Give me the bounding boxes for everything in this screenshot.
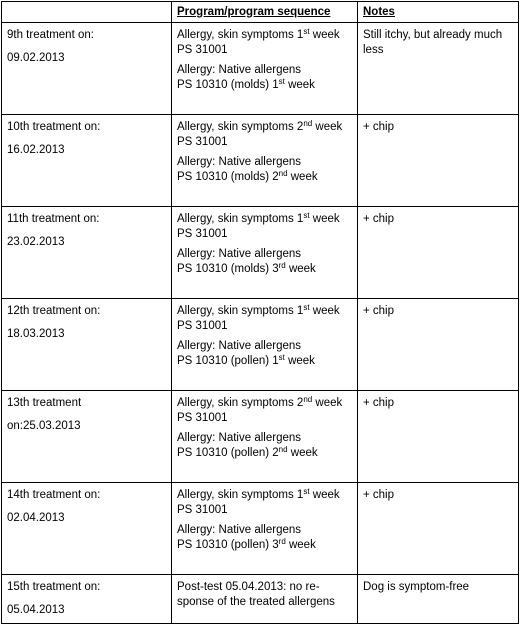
program-name: Allergy, skin symptoms 2nd week xyxy=(177,395,343,409)
treatment-date: 02.04.2013 xyxy=(7,512,65,524)
program-code: PS 31001 xyxy=(177,228,228,240)
program-block-primary xyxy=(177,396,352,426)
program-code: PS 31001 xyxy=(177,412,228,424)
treatment-date: 16.02.2013 xyxy=(7,144,65,156)
notes-cell xyxy=(358,483,519,575)
program-name: Allergy, skin symptoms 1st week xyxy=(177,211,340,225)
notes-cell xyxy=(358,115,519,207)
program-cell xyxy=(172,299,358,391)
header-cell-program: Program/program sequence xyxy=(172,2,358,23)
table-row xyxy=(2,575,519,624)
treatment-cell xyxy=(2,575,172,624)
treatment-label: 15th treatment on: xyxy=(7,581,101,593)
note-text: + chip xyxy=(363,121,395,133)
program-name: Allergy: Native allergens xyxy=(177,524,302,536)
program-name: Allergy, skin symptoms 1st week xyxy=(177,487,340,501)
program-cell xyxy=(172,23,358,115)
program-block-native xyxy=(177,339,352,369)
posttest-line: sponse of the treated allergens xyxy=(177,596,335,608)
note-text: + chip xyxy=(363,489,395,501)
treatment-date: 05.04.2013 xyxy=(7,604,65,616)
treatment-cell xyxy=(2,23,172,115)
table-row xyxy=(2,207,519,299)
program-code: PS 31001 xyxy=(177,504,228,516)
program-name: Allergy, skin symptoms 1st week xyxy=(177,303,340,317)
treatment-date: 18.03.2013 xyxy=(7,328,65,340)
program-code: PS 31001 xyxy=(177,44,228,56)
program-name: Allergy: Native allergens xyxy=(177,432,302,444)
program-block-primary xyxy=(177,28,352,58)
program-block-native xyxy=(177,63,352,93)
program-cell xyxy=(172,575,358,624)
program-block-native xyxy=(177,431,352,461)
note-text: Still itchy, but already much less xyxy=(363,29,503,56)
table-row xyxy=(2,115,519,207)
treatment-label: 14th treatment on: xyxy=(7,489,101,501)
program-name: Allergy: Native allergens xyxy=(177,156,302,168)
notes-cell xyxy=(358,207,519,299)
program-code: PS 10310 (molds) 1st week xyxy=(177,77,315,91)
note-text: + chip xyxy=(363,213,395,225)
program-cell xyxy=(172,207,358,299)
header-row xyxy=(2,2,519,23)
treatment-label: 10th treatment on: xyxy=(7,121,101,133)
notes-cell xyxy=(358,23,519,115)
treatment-cell xyxy=(2,299,172,391)
program-name: Allergy, skin symptoms 2nd week xyxy=(177,119,343,133)
program-code: PS 31001 xyxy=(177,320,228,332)
table-row xyxy=(2,391,519,483)
note-text: + chip xyxy=(363,397,395,409)
program-block-primary xyxy=(177,120,352,150)
header-cell-treatment xyxy=(2,2,172,23)
note-text: + chip xyxy=(363,305,395,317)
program-code: PS 10310 (pollen) 1st week xyxy=(177,353,315,367)
program-name: Allergy: Native allergens xyxy=(177,340,302,352)
treatment-label: 9th treatment on: xyxy=(7,29,94,41)
program-name: Allergy: Native allergens xyxy=(177,64,302,76)
program-block-primary xyxy=(177,488,352,518)
program-name: Allergy: Native allergens xyxy=(177,248,302,260)
program-cell xyxy=(172,483,358,575)
treatment-cell xyxy=(2,483,172,575)
notes-cell xyxy=(358,299,519,391)
treatment-date: 09.02.2013 xyxy=(7,52,65,64)
treatment-label: 12th treatment on: xyxy=(7,305,101,317)
program-code: PS 10310 (pollen) 2nd week xyxy=(177,445,318,459)
program-block-primary xyxy=(177,212,352,242)
program-cell xyxy=(172,391,358,483)
program-block-primary xyxy=(177,304,352,334)
program-block-native xyxy=(177,523,352,553)
program-block-native xyxy=(177,155,352,185)
treatment-label: 11th treatment on: xyxy=(7,213,100,225)
treatment-label: 13th treatment xyxy=(7,397,82,409)
header-cell-notes: Notes xyxy=(358,2,519,23)
posttest-line: Post-test 05.04.2013: no re- xyxy=(177,581,320,593)
note-text: Dog is symptom-free xyxy=(363,581,470,593)
treatment-cell xyxy=(2,391,172,483)
program-code: PS 10310 (pollen) 3rd week xyxy=(177,537,316,551)
program-cell xyxy=(172,115,358,207)
program-code: PS 10310 (molds) 3rd week xyxy=(177,261,316,275)
notes-cell xyxy=(358,575,519,624)
program-code: PS 10310 (molds) 2nd week xyxy=(177,169,318,183)
treatment-date: 23.02.2013 xyxy=(7,236,65,248)
treatment-table xyxy=(1,1,519,624)
table-row xyxy=(2,299,519,391)
table-row xyxy=(2,23,519,115)
notes-cell xyxy=(358,391,519,483)
treatment-cell xyxy=(2,207,172,299)
program-name: Allergy, skin symptoms 1st week xyxy=(177,27,340,41)
treatment-date: on:25.03.2013 xyxy=(7,420,81,432)
program-code: PS 31001 xyxy=(177,136,228,148)
treatment-cell xyxy=(2,115,172,207)
table-row xyxy=(2,483,519,575)
program-block-native xyxy=(177,247,352,277)
